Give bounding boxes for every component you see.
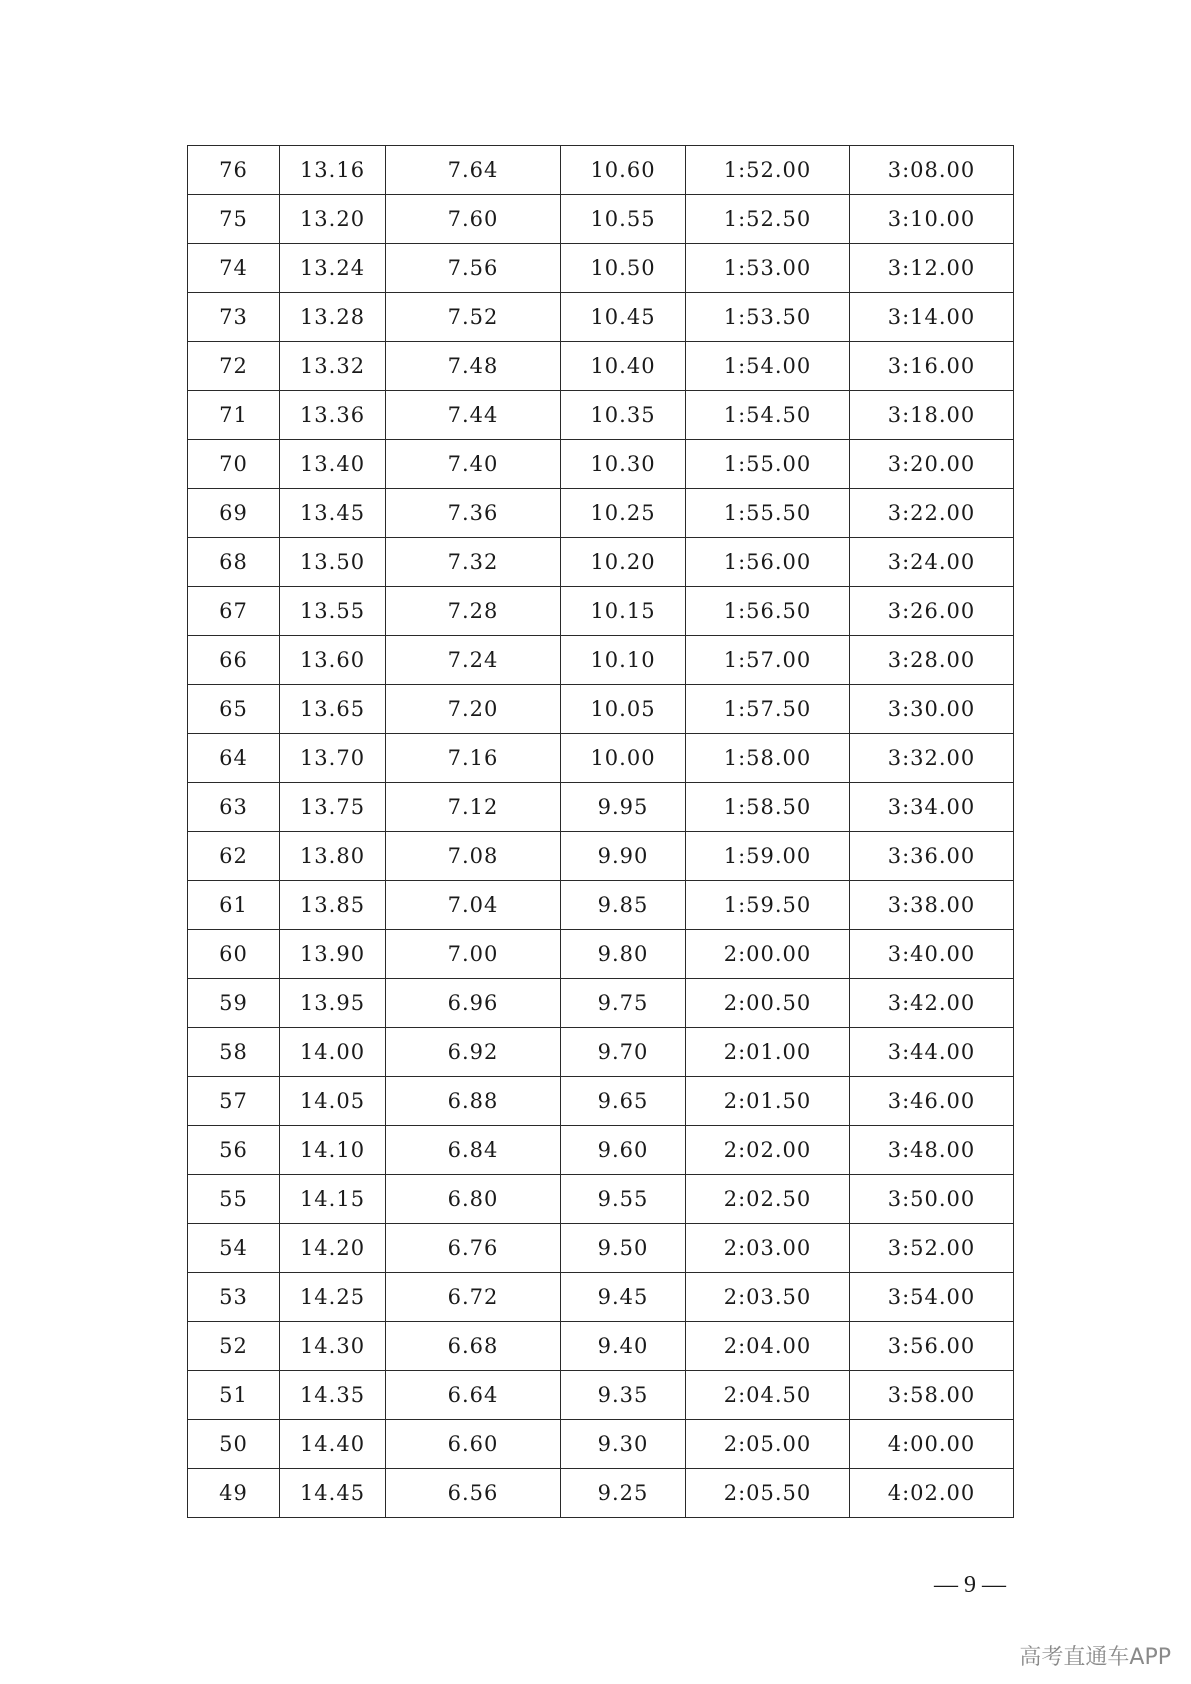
table-cell: 9.75 (561, 979, 686, 1028)
table-cell: 3:56.00 (850, 1322, 1014, 1371)
table-row (188, 1126, 1014, 1175)
table-cell: 1:52.00 (686, 146, 850, 195)
table-cell: 13.45 (280, 489, 386, 538)
table-row (188, 1371, 1014, 1420)
table-cell: 14.35 (280, 1371, 386, 1420)
table-cell: 60 (188, 930, 280, 979)
table-body (188, 146, 1014, 1518)
table-cell: 13.16 (280, 146, 386, 195)
table-cell: 3:12.00 (850, 244, 1014, 293)
table-row (188, 734, 1014, 783)
table-cell: 2:01.00 (686, 1028, 850, 1077)
table-cell: 59 (188, 979, 280, 1028)
table-cell: 7.24 (386, 636, 561, 685)
table-row (188, 293, 1014, 342)
table-cell: 14.40 (280, 1420, 386, 1469)
table-cell: 6.96 (386, 979, 561, 1028)
table-cell: 2:04.00 (686, 1322, 850, 1371)
table-cell: 2:03.00 (686, 1224, 850, 1273)
table-cell: 9.45 (561, 1273, 686, 1322)
table-cell: 4:00.00 (850, 1420, 1014, 1469)
table-cell: 65 (188, 685, 280, 734)
table-cell: 55 (188, 1175, 280, 1224)
page-number: — 9 — (934, 1572, 1006, 1598)
table-cell: 53 (188, 1273, 280, 1322)
table-row (188, 685, 1014, 734)
table-cell: 2:05.50 (686, 1469, 850, 1518)
table-cell: 71 (188, 391, 280, 440)
table-cell: 9.30 (561, 1420, 686, 1469)
table-cell: 10.25 (561, 489, 686, 538)
table-cell: 3:18.00 (850, 391, 1014, 440)
table-cell: 1:57.00 (686, 636, 850, 685)
table-cell: 10.60 (561, 146, 686, 195)
table-cell: 9.25 (561, 1469, 686, 1518)
table-cell: 7.00 (386, 930, 561, 979)
table-cell: 66 (188, 636, 280, 685)
table-cell: 3:24.00 (850, 538, 1014, 587)
table-cell: 3:58.00 (850, 1371, 1014, 1420)
table-cell: 58 (188, 1028, 280, 1077)
table-cell: 13.70 (280, 734, 386, 783)
table-cell: 13.28 (280, 293, 386, 342)
table-cell: 7.20 (386, 685, 561, 734)
table-row (188, 244, 1014, 293)
table-row (188, 1077, 1014, 1126)
table-cell: 69 (188, 489, 280, 538)
table-cell: 14.30 (280, 1322, 386, 1371)
table-cell: 13.65 (280, 685, 386, 734)
table-cell: 10.50 (561, 244, 686, 293)
table-cell: 7.52 (386, 293, 561, 342)
table-cell: 3:34.00 (850, 783, 1014, 832)
table-cell: 10.15 (561, 587, 686, 636)
table-cell: 1:58.00 (686, 734, 850, 783)
table-cell: 3:42.00 (850, 979, 1014, 1028)
table-cell: 13.85 (280, 881, 386, 930)
table-cell: 64 (188, 734, 280, 783)
table-cell: 73 (188, 293, 280, 342)
table-row (188, 146, 1014, 195)
table-cell: 75 (188, 195, 280, 244)
table-row (188, 1175, 1014, 1224)
table-row (188, 930, 1014, 979)
table-cell: 6.80 (386, 1175, 561, 1224)
table-row (188, 538, 1014, 587)
table-cell: 3:38.00 (850, 881, 1014, 930)
table-cell: 49 (188, 1469, 280, 1518)
table-cell: 1:59.50 (686, 881, 850, 930)
table-cell: 6.76 (386, 1224, 561, 1273)
table-cell: 9.60 (561, 1126, 686, 1175)
table-cell: 9.85 (561, 881, 686, 930)
table-cell: 3:44.00 (850, 1028, 1014, 1077)
table-row (188, 636, 1014, 685)
table-cell: 3:48.00 (850, 1126, 1014, 1175)
table-cell: 1:56.50 (686, 587, 850, 636)
table-cell: 14.10 (280, 1126, 386, 1175)
table-cell: 13.32 (280, 342, 386, 391)
table-cell: 2:02.00 (686, 1126, 850, 1175)
table-cell: 57 (188, 1077, 280, 1126)
table-cell: 10.05 (561, 685, 686, 734)
table-cell: 9.65 (561, 1077, 686, 1126)
table-cell: 13.50 (280, 538, 386, 587)
table-cell: 76 (188, 146, 280, 195)
table-cell: 9.80 (561, 930, 686, 979)
table-cell: 9.95 (561, 783, 686, 832)
table-cell: 14.15 (280, 1175, 386, 1224)
table-cell: 70 (188, 440, 280, 489)
table-cell: 3:36.00 (850, 832, 1014, 881)
table-cell: 14.25 (280, 1273, 386, 1322)
table-cell: 7.60 (386, 195, 561, 244)
table-cell: 10.30 (561, 440, 686, 489)
table-cell: 10.45 (561, 293, 686, 342)
table-cell: 68 (188, 538, 280, 587)
table-cell: 2:00.50 (686, 979, 850, 1028)
table-cell: 6.60 (386, 1420, 561, 1469)
table-cell: 7.56 (386, 244, 561, 293)
table-cell: 1:59.00 (686, 832, 850, 881)
table-cell: 63 (188, 783, 280, 832)
table-cell: 62 (188, 832, 280, 881)
table-cell: 51 (188, 1371, 280, 1420)
table-cell: 1:57.50 (686, 685, 850, 734)
table-cell: 1:58.50 (686, 783, 850, 832)
table-cell: 9.55 (561, 1175, 686, 1224)
table-cell: 3:32.00 (850, 734, 1014, 783)
table-row (188, 1469, 1014, 1518)
table-cell: 3:26.00 (850, 587, 1014, 636)
table-cell: 14.45 (280, 1469, 386, 1518)
table-row (188, 881, 1014, 930)
table-cell: 3:50.00 (850, 1175, 1014, 1224)
table-row (188, 832, 1014, 881)
table-cell: 13.40 (280, 440, 386, 489)
table-cell: 9.70 (561, 1028, 686, 1077)
table-cell: 67 (188, 587, 280, 636)
table-cell: 2:03.50 (686, 1273, 850, 1322)
table-row (188, 195, 1014, 244)
table-cell: 3:52.00 (850, 1224, 1014, 1273)
table-cell: 13.55 (280, 587, 386, 636)
table-cell: 13.36 (280, 391, 386, 440)
table-cell: 14.05 (280, 1077, 386, 1126)
table-cell: 3:28.00 (850, 636, 1014, 685)
table-cell: 3:46.00 (850, 1077, 1014, 1126)
table-row (188, 587, 1014, 636)
table-cell: 1:56.00 (686, 538, 850, 587)
table-cell: 1:55.50 (686, 489, 850, 538)
table-cell: 7.40 (386, 440, 561, 489)
table-cell: 6.56 (386, 1469, 561, 1518)
table-row (188, 979, 1014, 1028)
table-cell: 13.60 (280, 636, 386, 685)
table-cell: 9.40 (561, 1322, 686, 1371)
table-cell: 2:01.50 (686, 1077, 850, 1126)
table-cell: 4:02.00 (850, 1469, 1014, 1518)
watermark: 高考直通车APP (1019, 1645, 1171, 1670)
table-cell: 3:40.00 (850, 930, 1014, 979)
table-cell: 1:55.00 (686, 440, 850, 489)
table-cell: 13.90 (280, 930, 386, 979)
table-cell: 2:00.00 (686, 930, 850, 979)
table-row (188, 440, 1014, 489)
score-table (187, 145, 1014, 1518)
table-cell: 1:54.50 (686, 391, 850, 440)
table-cell: 2:05.00 (686, 1420, 850, 1469)
table-cell: 2:02.50 (686, 1175, 850, 1224)
table-cell: 3:08.00 (850, 146, 1014, 195)
table-row (188, 391, 1014, 440)
table-cell: 1:52.50 (686, 195, 850, 244)
table-cell: 7.28 (386, 587, 561, 636)
table-cell: 7.32 (386, 538, 561, 587)
table-row (188, 1028, 1014, 1077)
table-cell: 54 (188, 1224, 280, 1273)
table-cell: 7.64 (386, 146, 561, 195)
table-cell: 7.16 (386, 734, 561, 783)
table-cell: 7.12 (386, 783, 561, 832)
table-cell: 50 (188, 1420, 280, 1469)
table-cell: 9.35 (561, 1371, 686, 1420)
table-cell: 13.75 (280, 783, 386, 832)
table-cell: 3:16.00 (850, 342, 1014, 391)
table-cell: 7.44 (386, 391, 561, 440)
table-cell: 10.40 (561, 342, 686, 391)
table-cell: 10.10 (561, 636, 686, 685)
table-row (188, 1273, 1014, 1322)
table-cell: 14.20 (280, 1224, 386, 1273)
table-cell: 6.92 (386, 1028, 561, 1077)
table-cell: 6.68 (386, 1322, 561, 1371)
table-cell: 6.84 (386, 1126, 561, 1175)
table-cell: 1:53.50 (686, 293, 850, 342)
table-cell: 52 (188, 1322, 280, 1371)
table-row (188, 783, 1014, 832)
table-cell: 61 (188, 881, 280, 930)
table-row (188, 489, 1014, 538)
table-cell: 3:20.00 (850, 440, 1014, 489)
table-cell: 7.36 (386, 489, 561, 538)
table-cell: 10.55 (561, 195, 686, 244)
table-row (188, 1420, 1014, 1469)
table-cell: 13.80 (280, 832, 386, 881)
table-cell: 7.04 (386, 881, 561, 930)
table-cell: 1:54.00 (686, 342, 850, 391)
table-cell: 10.20 (561, 538, 686, 587)
table-cell: 3:54.00 (850, 1273, 1014, 1322)
table-cell: 7.08 (386, 832, 561, 881)
table-row (188, 342, 1014, 391)
table-cell: 2:04.50 (686, 1371, 850, 1420)
table-cell: 74 (188, 244, 280, 293)
table-cell: 9.90 (561, 832, 686, 881)
table-cell: 13.24 (280, 244, 386, 293)
table-cell: 1:53.00 (686, 244, 850, 293)
table-row (188, 1322, 1014, 1371)
table-cell: 13.20 (280, 195, 386, 244)
table-cell: 14.00 (280, 1028, 386, 1077)
table-cell: 56 (188, 1126, 280, 1175)
table-cell: 10.00 (561, 734, 686, 783)
table-cell: 9.50 (561, 1224, 686, 1273)
table-cell: 3:22.00 (850, 489, 1014, 538)
table-row (188, 1224, 1014, 1273)
table-cell: 3:30.00 (850, 685, 1014, 734)
table-cell: 6.88 (386, 1077, 561, 1126)
table-cell: 13.95 (280, 979, 386, 1028)
table-cell: 10.35 (561, 391, 686, 440)
table-cell: 6.72 (386, 1273, 561, 1322)
table-cell: 3:10.00 (850, 195, 1014, 244)
table-cell: 6.64 (386, 1371, 561, 1420)
table-cell: 72 (188, 342, 280, 391)
table-cell: 3:14.00 (850, 293, 1014, 342)
table-cell: 7.48 (386, 342, 561, 391)
